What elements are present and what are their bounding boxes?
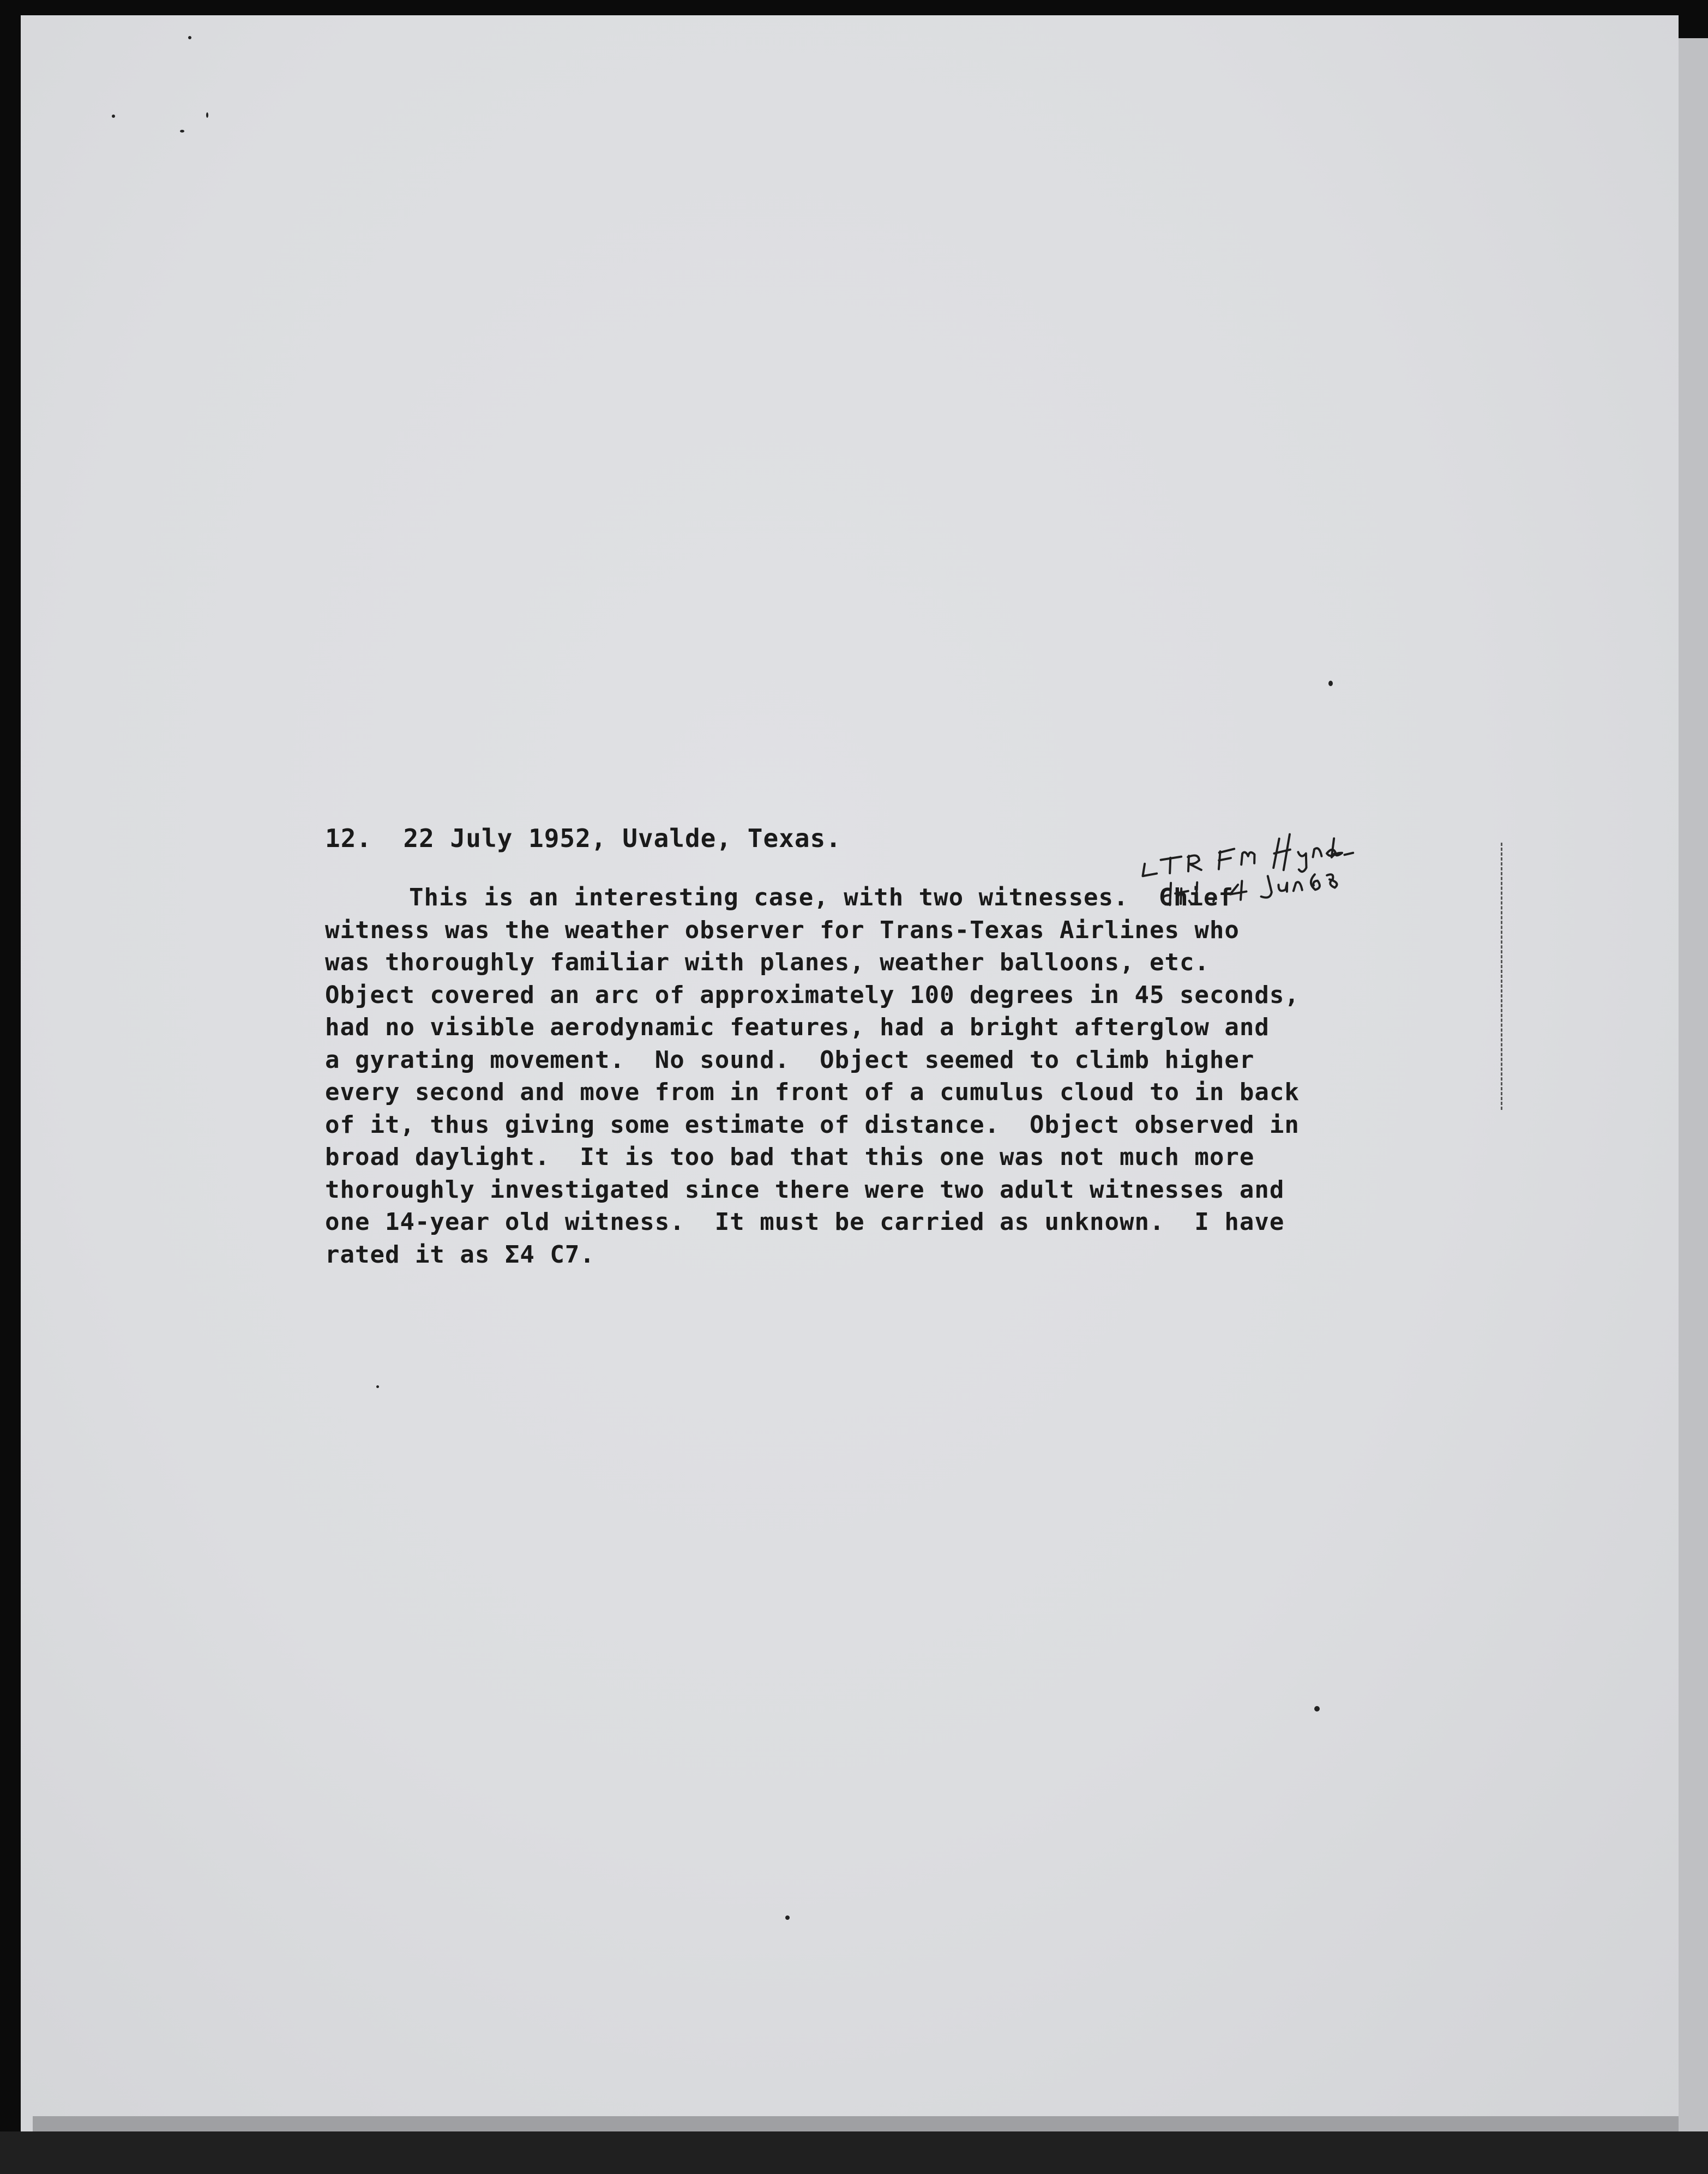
body-line: was thoroughly familiar with planes, weather balloons, etc.	[325, 948, 1210, 976]
body-line: rated it as Σ4 C7.	[325, 1240, 595, 1269]
body-line: This is an interesting case, with two witnesses. Chief	[409, 884, 1234, 911]
body-line: witness was the weather observer for Trans-Texas Airlines who	[325, 916, 1240, 944]
body-line: broad daylight. It is too bad that this one was not much more	[325, 1143, 1255, 1171]
margin-rule-line	[1501, 843, 1504, 1110]
scan-speck	[785, 1915, 790, 1920]
scan-speck	[206, 112, 208, 118]
body-line: a gyrating movement. No sound. Object seemed to climb higher	[325, 1046, 1255, 1074]
body-line: Object covered an arc of approximately 100 degrees in 45 seconds,	[325, 981, 1300, 1009]
scan-speck	[112, 115, 115, 118]
body-line: every second and move from in front of a cumulus cloud to in back	[325, 1078, 1300, 1106]
scan-speck	[376, 1385, 379, 1388]
film-border-bottom	[0, 2131, 1708, 2174]
scan-speck	[188, 36, 191, 39]
scan-speck	[1314, 1706, 1320, 1711]
body-line: one 14-year old witness. It must be carried as unknown. I have	[325, 1208, 1285, 1236]
scan-edge-bottom	[33, 2116, 1679, 2131]
entry-heading: 12. 22 July 1952, Uvalde, Texas.	[325, 824, 841, 853]
body-line: of it, thus giving some estimate of distance. Object observed in	[325, 1110, 1300, 1139]
scan-speck	[180, 130, 184, 133]
body-line: had no visible aerodynamic features, had a bright afterglow and	[325, 1013, 1270, 1041]
scan-speck	[1328, 681, 1333, 686]
body-line: thoroughly investigated since there were two adult witnesses and	[325, 1175, 1285, 1204]
scan-edge-right	[1679, 38, 1708, 2174]
